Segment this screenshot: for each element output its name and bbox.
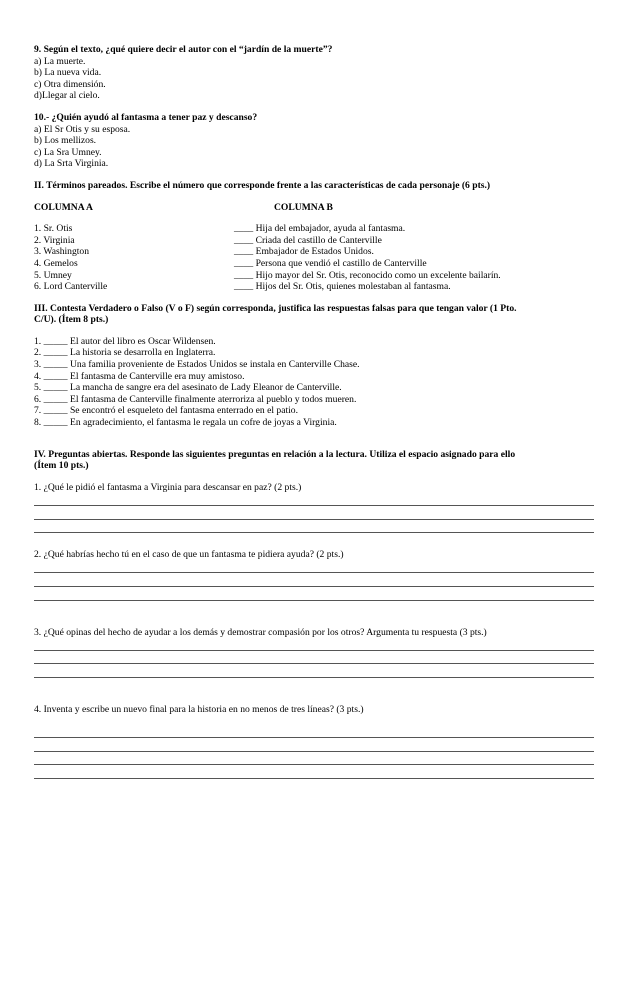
column-b-header: COLUMNA B — [274, 201, 333, 213]
true-false-item: 6. _____ El fantasma de Canterville finalmente aterroriza al pueblo y todos mueren. — [34, 393, 357, 405]
column-b-item: ____ Hijos del Sr. Otis, quienes molestaban al fantasma. — [234, 281, 451, 293]
q9-option-d: d)Llegar al cielo. — [34, 90, 100, 102]
question-10-title: 10.- ¿Quién ayudó al fantasma a tener paz y descanso? — [34, 111, 258, 123]
matching-row — [34, 281, 594, 293]
answer-line[interactable] — [34, 650, 594, 651]
q10-option-c: c) La Sra Umney. — [34, 146, 102, 158]
q9-option-c: c) Otra dimensión. — [34, 78, 106, 90]
true-false-item: 7. _____ Se encontró el esqueleto del fantasma enterrado en el patio. — [34, 405, 299, 417]
answer-lines[interactable] — [34, 650, 594, 678]
matching-headers — [34, 202, 594, 214]
matching-row — [34, 270, 594, 282]
matching-row — [34, 258, 594, 270]
column-b-item: ____ Embajador de Estados Unidos. — [234, 246, 374, 258]
true-false-item: 2. _____ La historia se desarrolla en Inglaterra. — [34, 347, 216, 359]
q10-option-b: b) Los mellizos. — [34, 135, 97, 147]
column-a-item: 4. Gemelos — [34, 257, 78, 269]
matching-row — [34, 223, 594, 235]
answer-lines[interactable] — [34, 572, 594, 600]
answer-lines[interactable] — [34, 505, 594, 533]
column-b-item: ____ Hija del embajador, ayuda al fantasma. — [234, 223, 406, 235]
column-a-item: 3. Washington — [34, 246, 90, 258]
answer-line[interactable] — [34, 778, 594, 779]
column-b-item: ____ Persona que vendió el castillo de Canterville — [234, 257, 427, 269]
true-false-item: 3. _____ Una familia proveniente de Estados Unidos se instala en Canterville Chase. — [34, 359, 360, 371]
q10-option-d: d) La Srta Virginia. — [34, 158, 109, 170]
true-false-item: 8. _____ En agradecimiento, el fantasma le regala un cofre de joyas a Virginia. — [34, 417, 337, 429]
answer-line[interactable] — [34, 663, 594, 664]
section-3-title: III. Contesta Verdadero o Falso (V o F) según corresponda, justifica las respuestas falsas para que tengan valor (1 Pto. — [34, 302, 517, 314]
answer-line[interactable] — [34, 505, 594, 506]
answer-line[interactable] — [34, 737, 594, 738]
column-a-header: COLUMNA A — [34, 201, 93, 213]
section-4-title-cont: (Ítem 10 pts.) — [34, 460, 89, 472]
question-9-title: 9. Según el texto, ¿qué quiere decir el autor con el “jardín de la muerte”? — [34, 44, 333, 55]
true-false-item: 1. _____ El autor del libro es Oscar Wildensen. — [34, 335, 216, 347]
column-a-item: 5. Umney — [34, 269, 72, 281]
section-3-title-cont: C/U). (Ítem 8 pts.) — [34, 314, 109, 326]
column-b-item: ____ Hijo mayor del Sr. Otis, reconocido como un excelente bailarín. — [234, 269, 501, 281]
matching-row — [34, 246, 594, 258]
answer-line[interactable] — [34, 751, 594, 752]
section-4-title: IV. Preguntas abiertas. Responde las siguientes preguntas en relación a la lectura. Utiliza el espacio asignado para ello — [34, 448, 516, 460]
open-question-3: 3. ¿Qué opinas del hecho de ayudar a los demás y demostrar compasión por los otros? Argumenta tu respuesta (3 pts.) — [34, 626, 487, 638]
answer-line[interactable] — [34, 586, 594, 587]
q9-option-a: a) La muerte. — [34, 55, 86, 67]
open-question-4: 4. Inventa y escribe un nuevo final para la historia en no menos de tres líneas? (3 pts.) — [34, 703, 364, 715]
section-2-title: II. Términos pareados. Escribe el número que corresponde frente a las características de cada personaje (6 pts.) — [34, 179, 491, 191]
answer-line[interactable] — [34, 572, 594, 573]
answer-lines[interactable] — [34, 737, 594, 779]
answer-line[interactable] — [34, 764, 594, 765]
matching-row — [34, 235, 594, 247]
column-a-item: 2. Virginia — [34, 234, 75, 246]
open-question-1: 1. ¿Qué le pidió el fantasma a Virginia para descansar en paz? (2 pts.) — [34, 481, 302, 493]
answer-line[interactable] — [34, 519, 594, 520]
true-false-item: 5. _____ La mancha de sangre era del asesinato de Lady Eleanor de Canterville. — [34, 382, 342, 394]
q9-option-b: b) La nueva vida. — [34, 67, 102, 79]
column-a-item: 1. Sr. Otis — [34, 223, 73, 235]
column-b-item: ____ Criada del castillo de Canterville — [234, 234, 382, 246]
worksheet-page — [34, 44, 594, 779]
q10-option-a: a) El Sr Otis y su esposa. — [34, 123, 131, 135]
column-a-item: 6. Lord Canterville — [34, 281, 108, 293]
open-question-2: 2. ¿Qué habrías hecho tú en el caso de que un fantasma te pidiera ayuda? (2 pts.) — [34, 549, 344, 561]
true-false-item: 4. _____ El fantasma de Canterville era muy amistoso. — [34, 370, 245, 382]
